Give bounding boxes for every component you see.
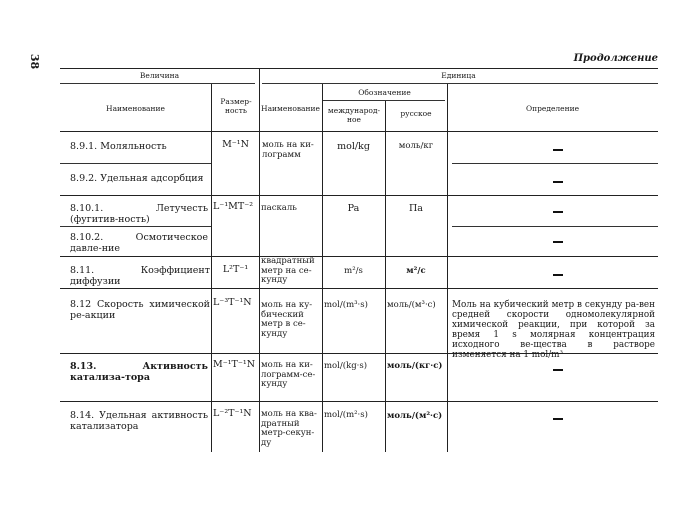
row-8.14-rus: моль/(м²·с) [387, 411, 443, 421]
row-8.9.1-dimension: M⁻¹N [222, 139, 249, 150]
row-8.13-rus: моль/(кг·с) [387, 361, 443, 371]
row-8.11-intl: m²/s [344, 266, 363, 276]
row-8.13-definition-dash [553, 369, 563, 371]
row-8.9.1-definition-dash [553, 149, 563, 151]
row-8.14-definition-dash [553, 418, 563, 420]
row-8.10.1-dimension: L⁻¹MT⁻² [213, 201, 254, 212]
row-8.10.1-name: 8.10.1. Летучесть (фугитив-ность) [70, 203, 208, 225]
row-8.12-rus: моль/(м³·с) [387, 300, 436, 310]
header-bottom-rule [60, 131, 658, 132]
row-8.9.2-definition-dash [553, 181, 563, 183]
row-divider [452, 226, 658, 227]
header-russian: русское [400, 109, 432, 118]
row-8.11-rus: м²/с [406, 266, 426, 276]
row-8.13-intl: mol/(kg·s) [324, 361, 368, 371]
row-8.12-intl: mol/(m³·s) [324, 300, 368, 310]
row-8.10.1-definition-dash [553, 211, 563, 213]
continuation-label: Продолжение [573, 53, 658, 64]
header-dimension: Размер-ность [220, 97, 252, 115]
header-quantity-name: Наименование [106, 104, 165, 113]
row-divider [452, 163, 658, 164]
header-group-rule-left [60, 83, 255, 84]
row-8.14-intl: mol/(m²·s) [324, 410, 368, 420]
row-8.12-dimension: L⁻³T⁻¹N [213, 297, 252, 308]
row-8.11-dimension: L²T⁻¹ [222, 264, 249, 275]
row-8.9.1-rus: моль/кг [398, 141, 434, 151]
row-8.14-name: 8.14. Удельная активность катализатора [70, 410, 208, 432]
row-8.10.2-definition-dash [553, 241, 563, 243]
header-designation: Обозначение [358, 88, 411, 97]
row-divider [60, 256, 658, 257]
row-8.12-unit-name: моль на ку-бический метр в се-кунду [261, 300, 313, 339]
row-8.11-unit-name: квадратный метр на се-кунду [261, 256, 315, 285]
row-8.11-definition-dash [553, 274, 563, 276]
row-8.10.1-unit-name: паскаль [261, 203, 297, 213]
row-8.9.1-name: 8.9.1. Моляльность [70, 141, 167, 152]
row-divider [60, 195, 658, 196]
row-8.14-dimension: L⁻²T⁻¹N [213, 408, 252, 419]
row-8.13-unit-name: моль на ки-лограмм-се-кунду [261, 360, 316, 389]
header-unit-name: Наименование [261, 104, 320, 113]
header-quantity: Величина [139, 71, 180, 80]
row-8.13-dimension: M⁻¹T⁻¹N [213, 359, 256, 370]
row-8.9.1-unit-name: моль на ки-лограмм [262, 140, 314, 160]
row-divider [60, 226, 212, 227]
row-8.10.1-rus: Па [409, 203, 423, 214]
col-rule-unit [259, 68, 260, 452]
row-8.11-name: 8.11. Коэффициент диффузии [70, 265, 210, 287]
page-number: 38 [28, 53, 42, 70]
row-8.13-name: 8.13. Активность катализа-тора [70, 361, 208, 383]
row-8.9.1-intl: mol/kg [337, 141, 370, 152]
col-rule-definition [447, 84, 448, 452]
row-8.14-unit-name: моль на ква-дратный метр-секун-ду [261, 409, 317, 448]
designation-rule [323, 100, 445, 101]
col-rule-rus [385, 101, 386, 452]
row-8.12-definition: Моль на кубический метр в секунду ра-вен средней скорости одномолекулярной химической реакции, при которой за время 1 s молярная концентрация исходного ве-щества в растворе изменяется на 1 mol/m³ [452, 300, 655, 360]
row-8.12-name: 8.12 Скорость химической ре-акции [70, 299, 210, 321]
row-divider [60, 288, 658, 289]
header-unit: Единица [441, 71, 476, 80]
row-8.9.2-name: 8.9.2. Удельная адсорбция [70, 173, 204, 184]
header-international: международ-ное [327, 106, 381, 124]
row-8.10.2-name: 8.10.2. Осмотическое давле-ние [70, 232, 208, 254]
table-top-rule [60, 68, 658, 69]
row-divider [60, 163, 212, 164]
row-divider [60, 401, 658, 402]
row-8.10.1-intl: Pa [347, 203, 360, 214]
header-definition: Определение [525, 104, 580, 113]
